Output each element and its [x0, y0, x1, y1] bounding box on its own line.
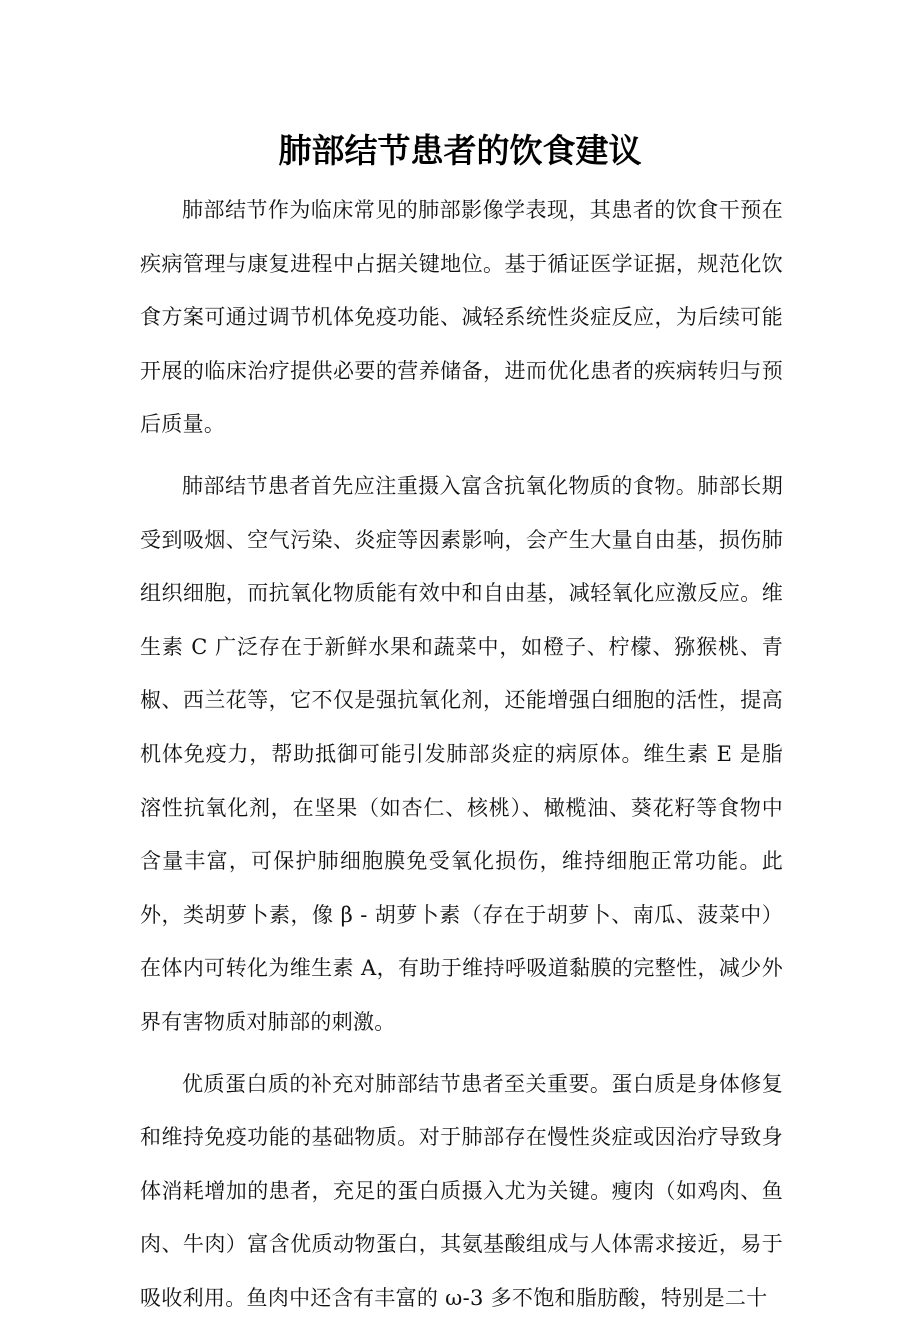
paragraph-protein: 优质蛋白质的补充对肺部结节患者至关重要。蛋白质是身体修复和维持免疫功能的基础物质。对于肺部存在慢性炎症或因治疗导致身体消耗增加的患者，充足的蛋白质摄入尤为关键。瘦肉（如鸡肉、鱼肉、牛肉）富含优质动物蛋白，其氨基酸组成与人体需求接近，易于吸收利用。鱼肉中还含有丰富的 ω-3 多不饱和脂肪酸，特别是二十: [140, 1071, 783, 1310]
document-title: 肺部结节患者的饮食建议: [278, 131, 642, 170]
paragraph-intro: 肺部结节作为临床常见的肺部影像学表现，其患者的饮食干预在疾病管理与康复进程中占据关键地位。基于循证医学证据，规范化饮食方案可通过调节机体免疫功能、减轻系统性炎症反应，为后续可能开展的临床治疗提供必要的营养储备，进而优化患者的疾病转归与预后质量。: [140, 198, 783, 437]
paragraph-antioxidants: 肺部结节患者首先应注重摄入富含抗氧化物质的食物。肺部长期受到吸烟、空气污染、炎症等因素影响，会产生大量自由基，损伤肺组织细胞，而抗氧化物质能有效中和自由基，减轻氧化应激反应。维生素 C 广泛存在于新鲜水果和蔬菜中，如橙子、柠檬、猕猴桃、青椒、西兰花等，它不仅是强抗氧化剂，还能增强白细胞的活性，提高机体免疫力，帮助抵御可能引发肺部炎症的病原体。维生素 E 是脂溶性抗氧化剂，在坚果（如杏仁、核桃）、橄榄油、葵花籽等食物中含量丰富，可保护肺细胞膜免受氧化损伤，维持细胞正常功能。此外，类胡萝卜素，像 β - 胡萝卜素（存在于胡萝卜、南瓜、菠菜中）在体内可转化为维生素 A，有助于维持呼吸道黏膜的完整性，减少外界有害物质对肺部的刺激。: [140, 473, 783, 1034]
document-body: [140, 184, 783, 1333]
